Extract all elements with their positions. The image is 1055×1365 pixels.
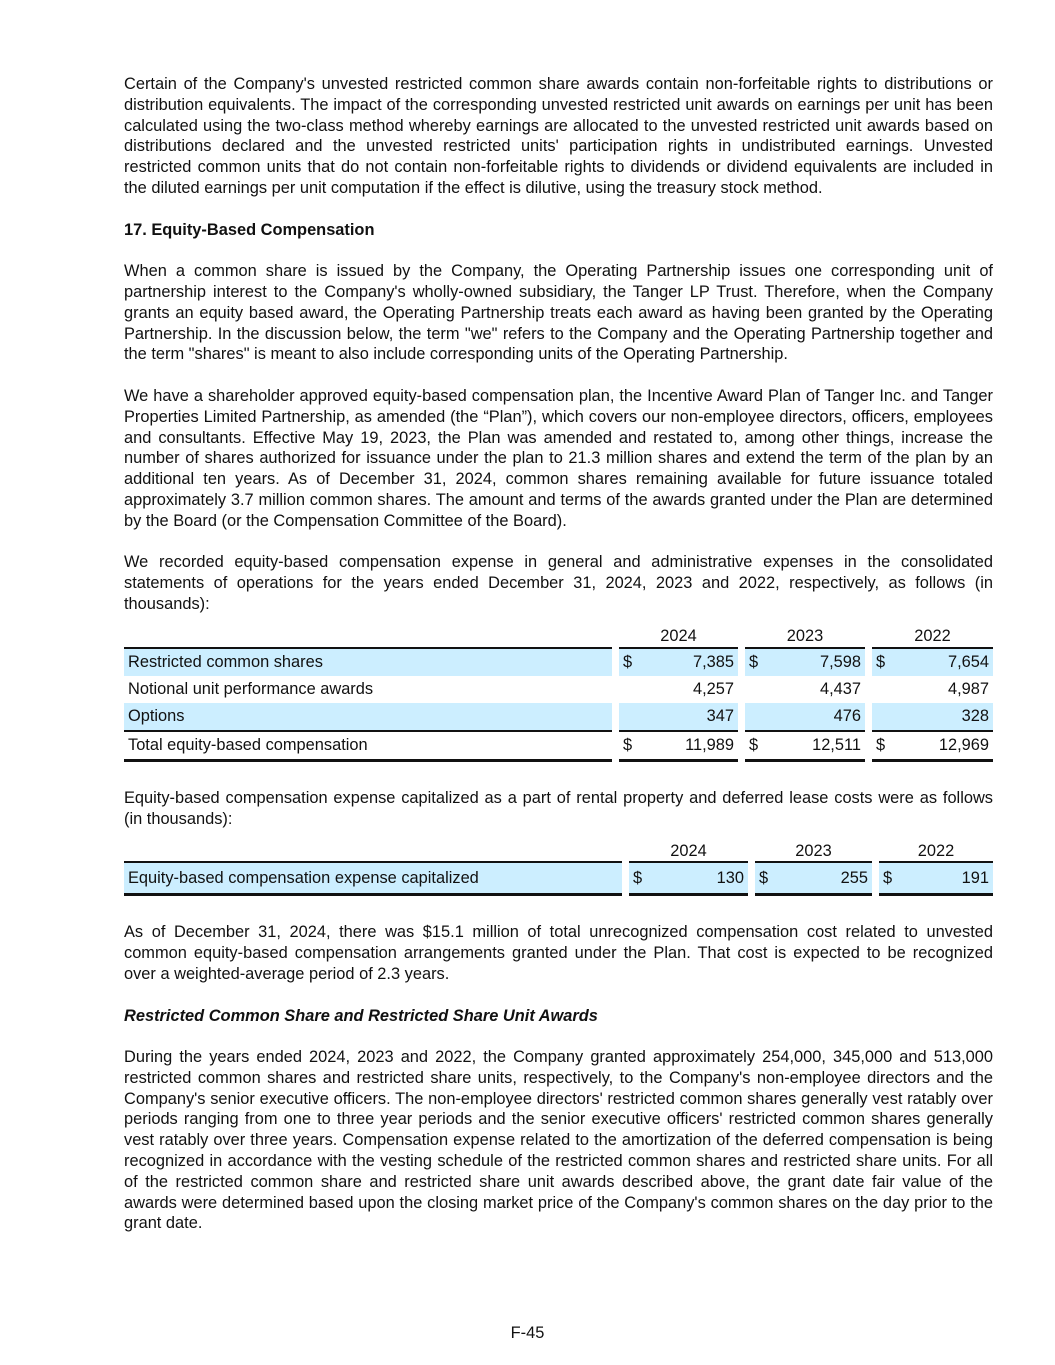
page-number: F-45 (510, 1324, 545, 1342)
cell-value: 11,989 (641, 732, 738, 762)
year-header: 2024 (619, 625, 738, 649)
section-heading: 17. Equity-Based Compensation (124, 220, 375, 239)
year-header: 2022 (879, 839, 993, 863)
year-header: 2023 (745, 625, 865, 649)
row-label: Notional unit performance awards (128, 679, 374, 698)
paragraph: We recorded equity-based compensation expense in general and administrative expenses in the consolidated statements of operations for the years ended December 31, 2024, 2023 and 2022, respectively, as follows (in thousands): (124, 553, 993, 613)
table-row (124, 703, 993, 732)
cell-value: 347 (641, 703, 738, 732)
document-page (124, 74, 993, 1255)
dollar-sign: $ (629, 863, 651, 896)
cell-value: 191 (901, 863, 993, 896)
cell-value: 4,257 (692, 679, 734, 698)
cell-value: 255 (777, 863, 872, 896)
compensation-expense-table (124, 625, 993, 762)
cell-value: 4,987 (947, 679, 989, 698)
table-row (124, 676, 993, 703)
table-header-row (124, 625, 993, 649)
row-label: Equity-based compensation expense capitalized (124, 863, 622, 896)
cell-value: 476 (767, 703, 865, 732)
cell-value: 7,385 (641, 649, 738, 676)
dollar-sign: $ (619, 649, 641, 676)
dollar-sign: $ (745, 649, 767, 676)
row-label: Options (124, 703, 612, 732)
paragraph: When a common share is issued by the Company, the Operating Partnership issues one corresponding unit of partnership interest to the Company's wholly-owned subsidiary, the Tanger LP Trust. Therefore, when the Company grants an equity based award, the Operating Partnership treats each award as having been granted by the Operating Partnership. In the discussion below, the term "we" refers to the Company and the Operating Partnership together and the term "shares" is meant to also include corresponding units of the Operating Partnership. (124, 262, 993, 364)
paragraph: Equity-based compensation expense capitalized as a part of rental property and deferred lease costs were as follows (in thousands): (124, 788, 993, 828)
cell-value: 7,598 (767, 649, 865, 676)
table-row (124, 649, 993, 676)
cell-value: 130 (651, 863, 748, 896)
table-header-row (124, 839, 993, 863)
dollar-sign: $ (872, 649, 894, 676)
paragraph: We have a shareholder approved equity-based compensation plan, the Incentive Award Plan of Tanger Inc. and Tanger Properties Limited Partnership, as amended (the “Plan”), which covers our non-employee directors, officers, employees and consultants. Effective May 19, 2023, the Plan was amended and restated to, among other things, increase the number of shares authorized for issuance under the plan to 21.3 million shares and extend the term of the plan by an additional ten years. As of December 31, 2024, common shares remaining available for future issuance totaled approximately 3.7 million common shares. The amount and terms of the awards granted under the Plan are determined by the Board (or the Compensation Committee of the Board). (124, 386, 993, 530)
year-header: 2024 (629, 839, 748, 863)
row-label: Total equity-based compensation (124, 732, 612, 762)
row-label: Restricted common shares (124, 649, 612, 676)
cell-value: 7,654 (894, 649, 993, 676)
paragraph: During the years ended 2024, 2023 and 2022, the Company granted approximately 254,000, 345,000 and 513,000 restricted common shares and restricted share units, respectively, to the Company's non-employee directors and the Company's senior executive officers. The non-employee directors' restricted common shares generally vest ratably over periods ranging from one to three year periods and the senior executive officers' restricted common shares generally vest ratably over three years. Compensation expense related to the amortization of the deferred compensation is being recognized in accordance with the vesting schedule of the restricted common shares and restricted share units. For all of the restricted common share and restricted share unit awards described above, the grant date fair value of the awards were determined based upon the closing market price of the Company's common shares on the day prior to the grant date. (124, 1048, 993, 1233)
table-row (124, 863, 993, 896)
dollar-sign: $ (879, 863, 901, 896)
cell-value: 12,511 (767, 732, 865, 762)
paragraph: Certain of the Company's unvested restricted common share awards contain non-forfeitable rights to distributions or distribution equivalents. The impact of the corresponding unvested restricted unit awards on earnings per unit has been calculated using the two-class method whereby earnings are allocated to the unvested restricted unit awards based on distributions declared and the unvested restricted units' participation rights in undistributed earnings. Unvested restricted common units that do not contain non-forfeitable rights to dividends or dividend equivalents are included in the diluted earnings per unit computation if the effect is dilutive, using the treasury stock method. (124, 75, 993, 197)
paragraph: As of December 31, 2024, there was $15.1 million of total unrecognized compensation cost related to unvested common equity-based compensation arrangements granted under the Plan. That cost is expected to be recognized over a weighted-average period of 2.3 years. (124, 923, 993, 983)
subsection-heading: Restricted Common Share and Restricted Share Unit Awards (124, 1006, 598, 1025)
cell-value: 4,437 (819, 679, 861, 698)
dollar-sign: $ (872, 732, 894, 762)
year-header: 2023 (755, 839, 872, 863)
dollar-sign: $ (619, 732, 641, 762)
cell-value: 12,969 (894, 732, 993, 762)
capitalized-expense-table (124, 839, 993, 896)
year-header: 2022 (872, 625, 993, 649)
dollar-sign: $ (755, 863, 777, 896)
total-row (124, 732, 993, 762)
cell-value: 328 (894, 703, 993, 732)
dollar-sign: $ (745, 732, 767, 762)
